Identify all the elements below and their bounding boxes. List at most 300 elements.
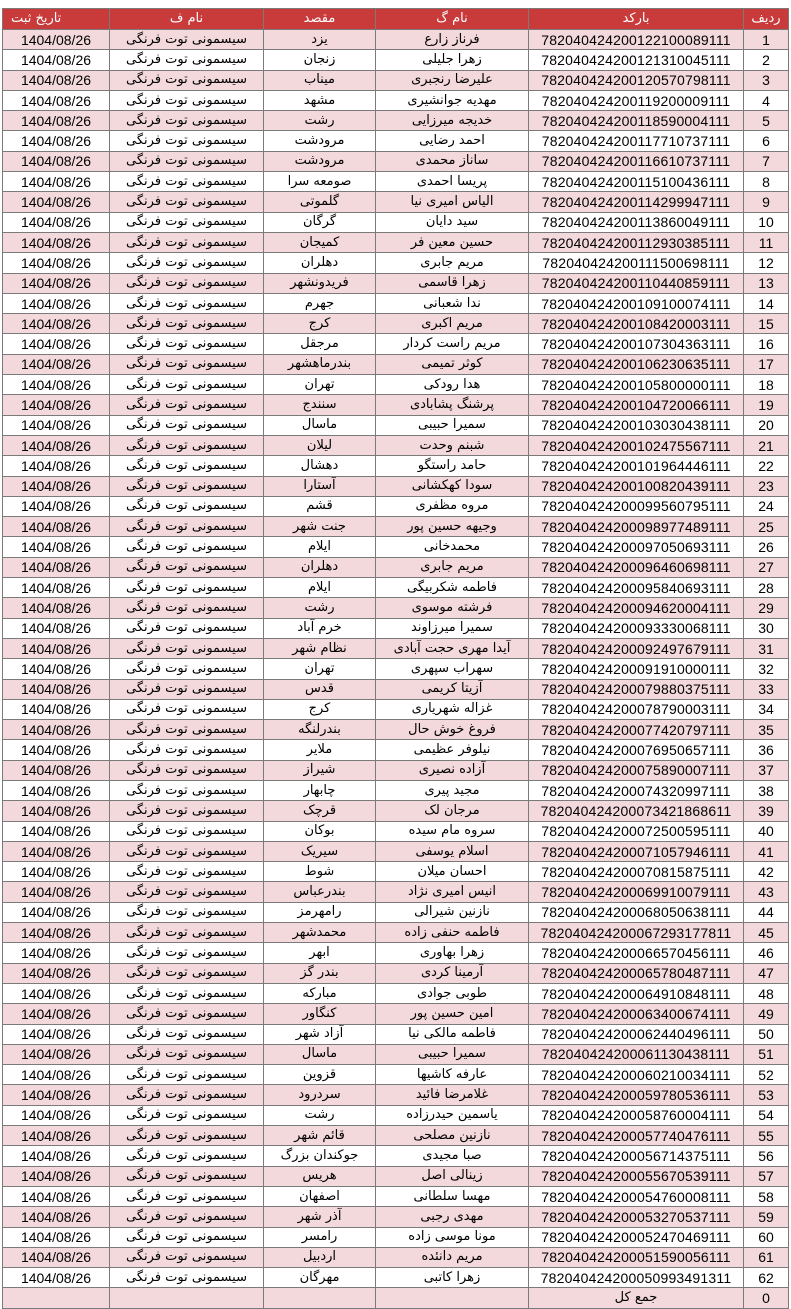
- cell-row-number[interactable]: 56: [744, 1146, 789, 1166]
- cell-barcode[interactable]: 782040424200118590004111: [529, 111, 744, 131]
- cell-destination[interactable]: رشت: [264, 598, 376, 618]
- cell-person[interactable]: زهرا بهاوری: [376, 943, 529, 963]
- cell-destination[interactable]: صومعه سرا: [264, 172, 376, 192]
- cell-row-number[interactable]: 34: [744, 699, 789, 719]
- cell-barcode[interactable]: 782040424200078790003111: [529, 699, 744, 719]
- cell-date[interactable]: 1404/08/26: [3, 273, 110, 293]
- cell-product[interactable]: سیسمونی توت فرنگی: [110, 780, 264, 800]
- cell-destination[interactable]: بوکان: [264, 821, 376, 841]
- cell-destination[interactable]: قشم: [264, 496, 376, 516]
- cell-product[interactable]: سیسمونی توت فرنگی: [110, 1146, 264, 1166]
- cell-person[interactable]: غزاله شهریاری: [376, 699, 529, 719]
- cell-date[interactable]: 1404/08/26: [3, 1166, 110, 1186]
- cell-destination[interactable]: خرم آباد: [264, 618, 376, 638]
- cell-date[interactable]: 1404/08/26: [3, 1065, 110, 1085]
- cell-barcode[interactable]: 782040424200071057946111: [529, 841, 744, 861]
- cell-destination[interactable]: کنگاور: [264, 1004, 376, 1024]
- cell-person[interactable]: مریم اکبری: [376, 314, 529, 334]
- cell-barcode[interactable]: 782040424200110440859111: [529, 273, 744, 293]
- cell-product[interactable]: سیسمونی توت فرنگی: [110, 1044, 264, 1064]
- cell-product[interactable]: سیسمونی توت فرنگی: [110, 50, 264, 70]
- cell-product[interactable]: سیسمونی توت فرنگی: [110, 1024, 264, 1044]
- cell-date[interactable]: 1404/08/26: [3, 1247, 110, 1267]
- cell-person[interactable]: آرمینا کردی: [376, 963, 529, 983]
- cell-row-number[interactable]: 28: [744, 578, 789, 598]
- cell-row-number[interactable]: 4: [744, 90, 789, 110]
- cell-person[interactable]: حامد راستگو: [376, 456, 529, 476]
- cell-barcode[interactable]: 782040424200058760004111: [529, 1105, 744, 1125]
- cell-destination[interactable]: گرگان: [264, 212, 376, 232]
- cell-row-number[interactable]: 52: [744, 1065, 789, 1085]
- cell-person[interactable]: آزیتا کریمی: [376, 679, 529, 699]
- cell-date[interactable]: 1404/08/26: [3, 638, 110, 658]
- cell-destination[interactable]: ایلام: [264, 537, 376, 557]
- cell-destination[interactable]: بندرعباس: [264, 882, 376, 902]
- cell-date[interactable]: 1404/08/26: [3, 456, 110, 476]
- cell-product[interactable]: سیسمونی توت فرنگی: [110, 740, 264, 760]
- cell-barcode[interactable]: 782040424200052470469111: [529, 1227, 744, 1247]
- cell-barcode[interactable]: 782040424200059780536111: [529, 1085, 744, 1105]
- cell-row-number[interactable]: 18: [744, 375, 789, 395]
- cell-date[interactable]: 1404/08/26: [3, 314, 110, 334]
- cell-row-number[interactable]: 39: [744, 801, 789, 821]
- cell-barcode[interactable]: 782040424200065780487111: [529, 963, 744, 983]
- cell-date[interactable]: 1404/08/26: [3, 740, 110, 760]
- cell-row-number[interactable]: 20: [744, 415, 789, 435]
- cell-destination[interactable]: کرج: [264, 314, 376, 334]
- cell-product[interactable]: سیسمونی توت فرنگی: [110, 151, 264, 171]
- cell-row-number[interactable]: 6: [744, 131, 789, 151]
- cell-date[interactable]: 1404/08/26: [3, 943, 110, 963]
- cell-barcode[interactable]: 782040424200067293177811: [529, 923, 744, 943]
- cell-person[interactable]: محمدخانی: [376, 537, 529, 557]
- cell-person[interactable]: مروه مظفری: [376, 496, 529, 516]
- cell-person[interactable]: مونا موسی زاده: [376, 1227, 529, 1247]
- cell-destination[interactable]: ماسال: [264, 1044, 376, 1064]
- cell-destination[interactable]: سردرود: [264, 1085, 376, 1105]
- cell-barcode[interactable]: 782040424200060210034111: [529, 1065, 744, 1085]
- cell-destination[interactable]: ملایر: [264, 740, 376, 760]
- cell-product[interactable]: سیسمونی توت فرنگی: [110, 720, 264, 740]
- cell-row-number[interactable]: 13: [744, 273, 789, 293]
- cell-destination[interactable]: مرودشت: [264, 151, 376, 171]
- cell-barcode[interactable]: 782040424200100820439111: [529, 476, 744, 496]
- cell-product[interactable]: سیسمونی توت فرنگی: [110, 273, 264, 293]
- cell-date[interactable]: 1404/08/26: [3, 476, 110, 496]
- cell-person[interactable]: الیاس امیری نیا: [376, 192, 529, 212]
- cell-product[interactable]: سیسمونی توت فرنگی: [110, 1268, 264, 1288]
- cell-barcode[interactable]: 782040424200064910848111: [529, 983, 744, 1003]
- cell-row-number[interactable]: 27: [744, 557, 789, 577]
- total-empty-cell[interactable]: [3, 1288, 110, 1308]
- cell-person[interactable]: مهسا سلطانی: [376, 1186, 529, 1206]
- cell-person[interactable]: احسان میلان: [376, 862, 529, 882]
- cell-row-number[interactable]: 35: [744, 720, 789, 740]
- cell-product[interactable]: سیسمونی توت فرنگی: [110, 882, 264, 902]
- cell-date[interactable]: 1404/08/26: [3, 1105, 110, 1125]
- cell-product[interactable]: سیسمونی توت فرنگی: [110, 537, 264, 557]
- cell-product[interactable]: سیسمونی توت فرنگی: [110, 1105, 264, 1125]
- cell-date[interactable]: 1404/08/26: [3, 1227, 110, 1247]
- cell-date[interactable]: 1404/08/26: [3, 212, 110, 232]
- cell-date[interactable]: 1404/08/26: [3, 618, 110, 638]
- cell-row-number[interactable]: 49: [744, 1004, 789, 1024]
- cell-destination[interactable]: قرچک: [264, 801, 376, 821]
- cell-barcode[interactable]: 782040424200050993491311: [529, 1268, 744, 1288]
- cell-date[interactable]: 1404/08/26: [3, 882, 110, 902]
- cell-person[interactable]: مجید پیری: [376, 780, 529, 800]
- cell-person[interactable]: انیس امیری نژاد: [376, 882, 529, 902]
- cell-destination[interactable]: مبارکه: [264, 983, 376, 1003]
- cell-destination[interactable]: لیلان: [264, 435, 376, 455]
- cell-product[interactable]: سیسمونی توت فرنگی: [110, 679, 264, 699]
- cell-date[interactable]: 1404/08/26: [3, 1004, 110, 1024]
- cell-destination[interactable]: دهلران: [264, 253, 376, 273]
- cell-barcode[interactable]: 782040424200106230635111: [529, 354, 744, 374]
- cell-barcode[interactable]: 782040424200103030438111: [529, 415, 744, 435]
- cell-person[interactable]: نیلوفر عظیمی: [376, 740, 529, 760]
- cell-row-number[interactable]: 44: [744, 902, 789, 922]
- cell-product[interactable]: سیسمونی توت فرنگی: [110, 293, 264, 313]
- cell-barcode[interactable]: 782040424200055670539111: [529, 1166, 744, 1186]
- cell-product[interactable]: سیسمونی توت فرنگی: [110, 70, 264, 90]
- cell-person[interactable]: غلامرضا فائید: [376, 1085, 529, 1105]
- cell-date[interactable]: 1404/08/26: [3, 293, 110, 313]
- cell-barcode[interactable]: 782040424200094620004111: [529, 598, 744, 618]
- cell-barcode[interactable]: 782040424200072500595111: [529, 821, 744, 841]
- cell-date[interactable]: 1404/08/26: [3, 578, 110, 598]
- cell-row-number[interactable]: 12: [744, 253, 789, 273]
- cell-person[interactable]: حسین معین فر: [376, 232, 529, 252]
- cell-destination[interactable]: دهلران: [264, 557, 376, 577]
- cell-person[interactable]: سمیرا حبیبی: [376, 415, 529, 435]
- cell-person[interactable]: علیرضا رنجبری: [376, 70, 529, 90]
- cell-date[interactable]: 1404/08/26: [3, 537, 110, 557]
- cell-date[interactable]: 1404/08/26: [3, 172, 110, 192]
- cell-product[interactable]: سیسمونی توت فرنگی: [110, 578, 264, 598]
- cell-destination[interactable]: نظام شهر: [264, 638, 376, 658]
- cell-destination[interactable]: اردبیل: [264, 1247, 376, 1267]
- cell-date[interactable]: 1404/08/26: [3, 841, 110, 861]
- cell-person[interactable]: سمیرا میرزاوند: [376, 618, 529, 638]
- cell-date[interactable]: 1404/08/26: [3, 557, 110, 577]
- cell-row-number[interactable]: 42: [744, 862, 789, 882]
- cell-row-number[interactable]: 37: [744, 760, 789, 780]
- cell-barcode[interactable]: 782040424200108420003111: [529, 314, 744, 334]
- cell-product[interactable]: سیسمونی توت فرنگی: [110, 1227, 264, 1247]
- cell-date[interactable]: 1404/08/26: [3, 598, 110, 618]
- cell-product[interactable]: سیسمونی توت فرنگی: [110, 760, 264, 780]
- cell-destination[interactable]: ماسال: [264, 415, 376, 435]
- cell-person[interactable]: وجیهه حسین پور: [376, 517, 529, 537]
- cell-destination[interactable]: میناب: [264, 70, 376, 90]
- cell-row-number[interactable]: 21: [744, 435, 789, 455]
- cell-date[interactable]: 1404/08/26: [3, 395, 110, 415]
- cell-person[interactable]: مهدیه جوانشیری: [376, 90, 529, 110]
- cell-product[interactable]: سیسمونی توت فرنگی: [110, 1166, 264, 1186]
- cell-barcode[interactable]: 782040424200097050693111: [529, 537, 744, 557]
- cell-product[interactable]: سیسمونی توت فرنگی: [110, 375, 264, 395]
- cell-date[interactable]: 1404/08/26: [3, 679, 110, 699]
- cell-barcode[interactable]: 782040424200068050638111: [529, 902, 744, 922]
- cell-row-number[interactable]: 54: [744, 1105, 789, 1125]
- cell-barcode[interactable]: 782040424200121310045111: [529, 50, 744, 70]
- cell-row-number[interactable]: 5: [744, 111, 789, 131]
- cell-row-number[interactable]: 41: [744, 841, 789, 861]
- cell-row-number[interactable]: 59: [744, 1207, 789, 1227]
- cell-product[interactable]: سیسمونی توت فرنگی: [110, 415, 264, 435]
- cell-date[interactable]: 1404/08/26: [3, 1207, 110, 1227]
- cell-product[interactable]: سیسمونی توت فرنگی: [110, 496, 264, 516]
- total-empty-cell[interactable]: [376, 1288, 529, 1308]
- cell-row-number[interactable]: 29: [744, 598, 789, 618]
- cell-destination[interactable]: مشهد: [264, 90, 376, 110]
- cell-person[interactable]: آیدا مهری حجت آبادی: [376, 638, 529, 658]
- cell-product[interactable]: سیسمونی توت فرنگی: [110, 111, 264, 131]
- cell-barcode[interactable]: 782040424200079880375111: [529, 679, 744, 699]
- cell-destination[interactable]: بندرماهشهر: [264, 354, 376, 374]
- cell-barcode[interactable]: 782040424200115100436111: [529, 172, 744, 192]
- cell-product[interactable]: سیسمونی توت فرنگی: [110, 192, 264, 212]
- cell-row-number[interactable]: 26: [744, 537, 789, 557]
- cell-person[interactable]: زهرا قاسمی: [376, 273, 529, 293]
- cell-date[interactable]: 1404/08/26: [3, 760, 110, 780]
- cell-barcode[interactable]: 782040424200105800000111: [529, 375, 744, 395]
- cell-product[interactable]: سیسمونی توت فرنگی: [110, 699, 264, 719]
- cell-row-number[interactable]: 40: [744, 821, 789, 841]
- cell-barcode[interactable]: 782040424200113860049111: [529, 212, 744, 232]
- cell-person[interactable]: خدیجه میرزایی: [376, 111, 529, 131]
- cell-date[interactable]: 1404/08/26: [3, 1146, 110, 1166]
- cell-product[interactable]: سیسمونی توت فرنگی: [110, 435, 264, 455]
- cell-destination[interactable]: چابهار: [264, 780, 376, 800]
- cell-product[interactable]: سیسمونی توت فرنگی: [110, 456, 264, 476]
- cell-person[interactable]: سودا کهکشانی: [376, 476, 529, 496]
- cell-product[interactable]: سیسمونی توت فرنگی: [110, 1247, 264, 1267]
- cell-destination[interactable]: بندرلنگه: [264, 720, 376, 740]
- cell-destination[interactable]: سنندج: [264, 395, 376, 415]
- cell-destination[interactable]: آستارا: [264, 476, 376, 496]
- cell-barcode[interactable]: 782040424200056714375111: [529, 1146, 744, 1166]
- cell-row-number[interactable]: 19: [744, 395, 789, 415]
- cell-date[interactable]: 1404/08/26: [3, 923, 110, 943]
- cell-date[interactable]: 1404/08/26: [3, 821, 110, 841]
- cell-destination[interactable]: گلموتی: [264, 192, 376, 212]
- cell-row-number[interactable]: 48: [744, 983, 789, 1003]
- cell-person[interactable]: سید دایان: [376, 212, 529, 232]
- cell-barcode[interactable]: 782040424200057740476111: [529, 1126, 744, 1146]
- cell-destination[interactable]: بندر گز: [264, 963, 376, 983]
- cell-date[interactable]: 1404/08/26: [3, 354, 110, 374]
- cell-destination[interactable]: قائم شهر: [264, 1126, 376, 1146]
- cell-product[interactable]: سیسمونی توت فرنگی: [110, 1126, 264, 1146]
- cell-person[interactable]: زهرا کاتبی: [376, 1268, 529, 1288]
- cell-destination[interactable]: شوط: [264, 862, 376, 882]
- cell-date[interactable]: 1404/08/26: [3, 1024, 110, 1044]
- cell-date[interactable]: 1404/08/26: [3, 1268, 110, 1288]
- cell-person[interactable]: مریم جابری: [376, 557, 529, 577]
- cell-row-number[interactable]: 47: [744, 963, 789, 983]
- cell-date[interactable]: 1404/08/26: [3, 375, 110, 395]
- cell-barcode[interactable]: 782040424200101964446111: [529, 456, 744, 476]
- cell-row-number[interactable]: 30: [744, 618, 789, 638]
- cell-barcode[interactable]: 782040424200107304363111: [529, 334, 744, 354]
- cell-barcode[interactable]: 782040424200070815875111: [529, 862, 744, 882]
- total-label[interactable]: جمع کل: [529, 1288, 744, 1308]
- cell-destination[interactable]: قدس: [264, 679, 376, 699]
- cell-person[interactable]: امین حسین پور: [376, 1004, 529, 1024]
- cell-row-number[interactable]: 57: [744, 1166, 789, 1186]
- cell-person[interactable]: سهراب سپهری: [376, 659, 529, 679]
- cell-product[interactable]: سیسمونی توت فرنگی: [110, 90, 264, 110]
- cell-row-number[interactable]: 25: [744, 517, 789, 537]
- cell-date[interactable]: 1404/08/26: [3, 659, 110, 679]
- cell-barcode[interactable]: 782040424200098977489111: [529, 517, 744, 537]
- cell-destination[interactable]: یزد: [264, 30, 376, 50]
- cell-barcode[interactable]: 782040424200109100074111: [529, 293, 744, 313]
- cell-date[interactable]: 1404/08/26: [3, 1186, 110, 1206]
- cell-barcode[interactable]: 782040424200063400674111: [529, 1004, 744, 1024]
- cell-date[interactable]: 1404/08/26: [3, 435, 110, 455]
- cell-destination[interactable]: جوکندان بزرگ: [264, 1146, 376, 1166]
- cell-destination[interactable]: آزاد شهر: [264, 1024, 376, 1044]
- cell-product[interactable]: سیسمونی توت فرنگی: [110, 963, 264, 983]
- cell-product[interactable]: سیسمونی توت فرنگی: [110, 172, 264, 192]
- cell-barcode[interactable]: 782040424200061130438111: [529, 1044, 744, 1064]
- cell-destination[interactable]: ابهر: [264, 943, 376, 963]
- cell-date[interactable]: 1404/08/26: [3, 902, 110, 922]
- cell-barcode[interactable]: 782040424200099560795111: [529, 496, 744, 516]
- cell-row-number[interactable]: 8: [744, 172, 789, 192]
- total-value[interactable]: 0: [744, 1288, 789, 1308]
- cell-product[interactable]: سیسمونی توت فرنگی: [110, 618, 264, 638]
- cell-date[interactable]: 1404/08/26: [3, 253, 110, 273]
- cell-destination[interactable]: کرج: [264, 699, 376, 719]
- cell-person[interactable]: نازنین شیرالی: [376, 902, 529, 922]
- cell-person[interactable]: پرشنگ پشابادی: [376, 395, 529, 415]
- cell-row-number[interactable]: 53: [744, 1085, 789, 1105]
- cell-row-number[interactable]: 24: [744, 496, 789, 516]
- cell-barcode[interactable]: 782040424200077420797111: [529, 720, 744, 740]
- cell-date[interactable]: 1404/08/26: [3, 780, 110, 800]
- cell-product[interactable]: سیسمونی توت فرنگی: [110, 253, 264, 273]
- cell-product[interactable]: سیسمونی توت فرنگی: [110, 902, 264, 922]
- cell-date[interactable]: 1404/08/26: [3, 720, 110, 740]
- cell-person[interactable]: فاطمه مالکی نیا: [376, 1024, 529, 1044]
- cell-barcode[interactable]: 782040424200076950657111: [529, 740, 744, 760]
- cell-barcode[interactable]: 782040424200093330068111: [529, 618, 744, 638]
- cell-row-number[interactable]: 38: [744, 780, 789, 800]
- cell-row-number[interactable]: 1: [744, 30, 789, 50]
- cell-barcode[interactable]: 782040424200117710737111: [529, 131, 744, 151]
- cell-product[interactable]: سیسمونی توت فرنگی: [110, 395, 264, 415]
- cell-person[interactable]: مرجان لک: [376, 801, 529, 821]
- cell-product[interactable]: سیسمونی توت فرنگی: [110, 131, 264, 151]
- cell-destination[interactable]: فریدونشهر: [264, 273, 376, 293]
- cell-person[interactable]: عارفه کاشیها: [376, 1065, 529, 1085]
- cell-barcode[interactable]: 782040424200053270537111: [529, 1207, 744, 1227]
- cell-barcode[interactable]: 782040424200054760008111: [529, 1186, 744, 1206]
- cell-product[interactable]: سیسمونی توت فرنگی: [110, 821, 264, 841]
- cell-barcode[interactable]: 782040424200091910000111: [529, 659, 744, 679]
- cell-date[interactable]: 1404/08/26: [3, 90, 110, 110]
- cell-barcode[interactable]: 782040424200114299947111: [529, 192, 744, 212]
- cell-person[interactable]: اسلام یوسفی: [376, 841, 529, 861]
- cell-person[interactable]: فاطمه حنفی زاده: [376, 923, 529, 943]
- cell-product[interactable]: سیسمونی توت فرنگی: [110, 232, 264, 252]
- cell-row-number[interactable]: 33: [744, 679, 789, 699]
- cell-row-number[interactable]: 45: [744, 923, 789, 943]
- cell-product[interactable]: سیسمونی توت فرنگی: [110, 943, 264, 963]
- cell-person[interactable]: سروه مام سیده: [376, 821, 529, 841]
- cell-date[interactable]: 1404/08/26: [3, 1126, 110, 1146]
- cell-destination[interactable]: سیریک: [264, 841, 376, 861]
- cell-product[interactable]: سیسمونی توت فرنگی: [110, 1004, 264, 1024]
- cell-person[interactable]: هدا رودکی: [376, 375, 529, 395]
- cell-barcode[interactable]: 782040424200122100089111: [529, 30, 744, 50]
- cell-product[interactable]: سیسمونی توت فرنگی: [110, 334, 264, 354]
- cell-row-number[interactable]: 60: [744, 1227, 789, 1247]
- cell-destination[interactable]: محمدشهر: [264, 923, 376, 943]
- cell-person[interactable]: احمد رضایی: [376, 131, 529, 151]
- cell-product[interactable]: سیسمونی توت فرنگی: [110, 354, 264, 374]
- cell-person[interactable]: صبا مجیدی: [376, 1146, 529, 1166]
- cell-person[interactable]: زینالی اصل: [376, 1166, 529, 1186]
- cell-person[interactable]: فرشته موسوی: [376, 598, 529, 618]
- cell-person[interactable]: مهدی رجبی: [376, 1207, 529, 1227]
- cell-destination[interactable]: آذر شهر: [264, 1207, 376, 1227]
- cell-date[interactable]: 1404/08/26: [3, 232, 110, 252]
- cell-date[interactable]: 1404/08/26: [3, 496, 110, 516]
- cell-person[interactable]: مریم دانئده: [376, 1247, 529, 1267]
- cell-person[interactable]: مریم راست کردار: [376, 334, 529, 354]
- total-empty-cell[interactable]: [264, 1288, 376, 1308]
- cell-row-number[interactable]: 11: [744, 232, 789, 252]
- cell-destination[interactable]: کمیجان: [264, 232, 376, 252]
- cell-barcode[interactable]: 782040424200095840693111: [529, 578, 744, 598]
- cell-product[interactable]: سیسمونی توت فرنگی: [110, 30, 264, 50]
- cell-barcode[interactable]: 782040424200104720066111: [529, 395, 744, 415]
- cell-person[interactable]: یاسمین حیدرزاده: [376, 1105, 529, 1125]
- cell-person[interactable]: ساناز محمدی: [376, 151, 529, 171]
- cell-date[interactable]: 1404/08/26: [3, 131, 110, 151]
- cell-destination[interactable]: رشت: [264, 1105, 376, 1125]
- cell-destination[interactable]: هریس: [264, 1166, 376, 1186]
- cell-row-number[interactable]: 61: [744, 1247, 789, 1267]
- cell-row-number[interactable]: 2: [744, 50, 789, 70]
- cell-date[interactable]: 1404/08/26: [3, 983, 110, 1003]
- cell-date[interactable]: 1404/08/26: [3, 151, 110, 171]
- cell-person[interactable]: مریم جابری: [376, 253, 529, 273]
- cell-destination[interactable]: ایلام: [264, 578, 376, 598]
- cell-date[interactable]: 1404/08/26: [3, 334, 110, 354]
- cell-barcode[interactable]: 782040424200075890007111: [529, 760, 744, 780]
- cell-product[interactable]: سیسمونی توت فرنگی: [110, 1207, 264, 1227]
- cell-person[interactable]: سمیرا حبیبی: [376, 1044, 529, 1064]
- cell-date[interactable]: 1404/08/26: [3, 70, 110, 90]
- cell-product[interactable]: سیسمونی توت فرنگی: [110, 476, 264, 496]
- cell-row-number[interactable]: 14: [744, 293, 789, 313]
- cell-row-number[interactable]: 17: [744, 354, 789, 374]
- cell-person[interactable]: فرناز زارع: [376, 30, 529, 50]
- cell-destination[interactable]: رامهرمز: [264, 902, 376, 922]
- cell-barcode[interactable]: 782040424200111500698111: [529, 253, 744, 273]
- cell-destination[interactable]: زنجان: [264, 50, 376, 70]
- cell-row-number[interactable]: 3: [744, 70, 789, 90]
- cell-person[interactable]: فاطمه شکربیگی: [376, 578, 529, 598]
- cell-product[interactable]: سیسمونی توت فرنگی: [110, 862, 264, 882]
- cell-row-number[interactable]: 36: [744, 740, 789, 760]
